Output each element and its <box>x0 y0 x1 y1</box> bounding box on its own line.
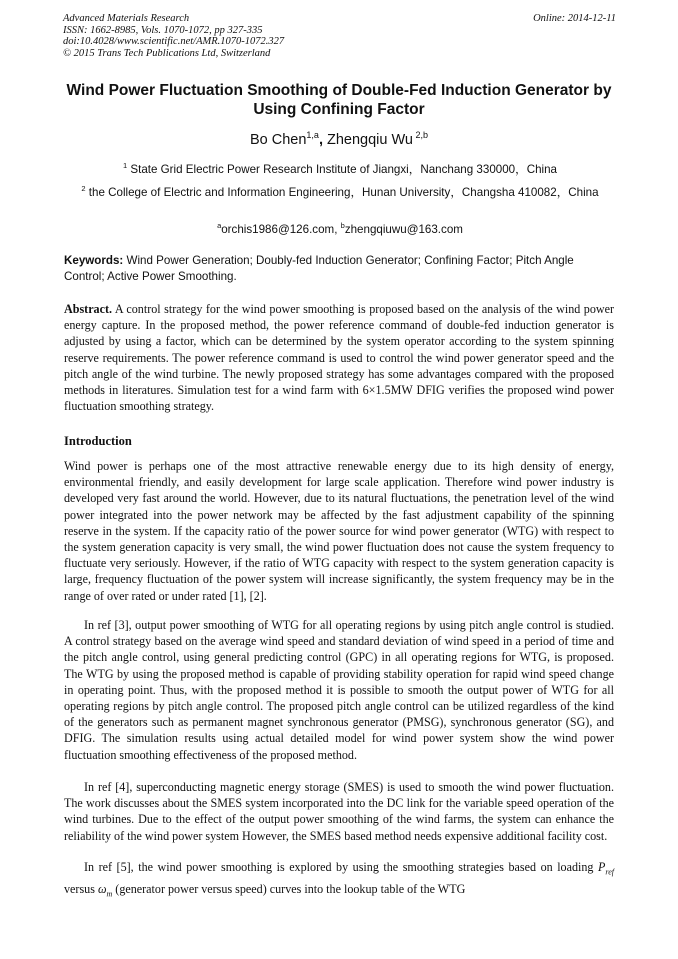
section-heading-introduction: Introduction <box>64 434 132 448</box>
email-a[interactable]: orchis1986@126.com, <box>221 222 341 236</box>
author-2: Zhengqiu Wu <box>327 131 413 148</box>
doi-line[interactable]: doi:10.4028/www.scientific.net/AMR.1070-1072.327 <box>63 36 285 48</box>
email-b-marker: b <box>340 221 345 230</box>
symbol-p: P <box>598 860 606 874</box>
symbol-omega: ω <box>97 881 107 896</box>
author-2-marker: 2,b <box>412 130 428 140</box>
email-line <box>62 218 618 238</box>
affiliation-1-marker: 1 <box>122 161 128 170</box>
journal-name: Advanced Materials Research <box>63 13 190 24</box>
intro-p4-text-c: (generator power versus speed) curves into the lookup table of the WTG <box>112 881 466 896</box>
affiliation-2-text: the College of Electric and Information Engineering，Hunan University，Changsha 410082，China <box>85 185 599 199</box>
paper-title: Wind Power Fluctuation Smoothing of Double-Fed Induction Generator by Using Confining Factor <box>66 82 612 118</box>
keywords-text: Wind Power Generation; Doubly-fed Induction Generator; Confining Factor; Pitch Angle Control; Active Power Smoothing. <box>64 254 574 283</box>
intro-paragraph-2: In ref [3], output power smoothing of WTG for all operating regions by using pitch angle control is studied. A control strategy based on the average wind speed and standard deviation of wind speed in a period of time and the pitch angle control, using general predicting control (GPC) in all operating regions for WTG, is proposed. The WTG by using the proposed method is capable of providing stability operation for rapid wind speed change in operating point. Thus, with the proposed method it is possible to smooth the output power of WTG for all operating regions by pitch angle control. The proposed pitch angle control can be utilized regardless of the kind of the generators such as permanent magnet synchronous generator (PMSG), synchronous generator (SG), and DFIG. The simulation results using actual detailed model for wind power system show the wind power fluctuation smoothing effectiveness of the proposed method. <box>64 618 614 762</box>
symbol-p-subscript: ref <box>605 867 614 877</box>
author-line <box>0 130 678 148</box>
intro-p4-text-a: In ref [5], the wind power smoothing is explored by using the smoothing strategies based on loading <box>84 860 599 874</box>
keywords <box>64 253 614 285</box>
online-date: Online: 2014-12-11 <box>533 13 616 24</box>
affiliation-1 <box>62 158 618 178</box>
copyright-line: © 2015 Trans Tech Publications Ltd, Switzerland <box>63 47 271 59</box>
author-1: Bo Chen <box>249 131 307 148</box>
symbol-omega-m <box>97 881 113 899</box>
email-a-marker: a <box>217 221 222 230</box>
intro-p4-text-b: versus <box>64 881 98 896</box>
author-1-marker: 1,a <box>306 130 319 140</box>
email-b[interactable]: zhengqiuwu@163.com <box>344 222 463 236</box>
affiliation-2-marker: 2 <box>81 184 86 193</box>
abstract-text: A control strategy for the wind power smoothing is proposed based on the analysis of the wind power energy capture. In the proposed method, the power reference command of double-fed induction generator is adjusted by using a factor, which can be determined by the system operator according to the system spinning reserve requirements. The power reference command is used to control the wind power generator speed and the pitch angle of the wind turbine. The newly proposed strategy has some advantages compared with the proposed methods in literatures. Simulation test for a wind farm with 6×1.5MW DFIG verifies the proposed wind power fluctuation smoothing strategy. <box>64 302 614 414</box>
intro-paragraph-4 <box>64 859 614 902</box>
affiliation-2 <box>62 181 618 201</box>
intro-paragraph-1: Wind power is perhaps one of the most attractive renewable energy due to its high density of energy, environmental friendly, and easily development for large scale application. Therefore wind power industry is developed very fast around the world. However, due to its natural fluctuations, the penetration level of the wind power integrated into the power network may be affected by the fast adjustment capability of the spinning reserve in the system. If the capacity ratio of the power source for wind power generator (WTG) with respect to the system generation capacity is very small, the wind power fluctuation does not cause the system frequency to fluctuate very seriously. However, if the ratio of WTG capacity with respect to the system generation capacity is large, frequency fluctuation of the power system will increase significantly, the system frequency may be in the range of over rated or under rated [1], [2]. <box>64 459 614 603</box>
journal-header <box>63 13 616 59</box>
abstract <box>64 301 614 414</box>
symbol-omega-subscript: m <box>106 889 113 899</box>
issn-line: ISSN: 1662-8985, Vols. 1070-1072, pp 327-335 <box>63 24 263 36</box>
keywords-label: Keywords: <box>64 254 124 267</box>
author-separator: , <box>318 131 327 148</box>
abstract-label: Abstract. <box>64 302 113 316</box>
affiliation-1-text: State Grid Electric Power Research Institute of Jiangxi，Nanchang 330000，China <box>127 162 557 176</box>
intro-paragraph-3: In ref [4], superconducting magnetic energy storage (SMES) is used to smooth the wind power fluctuation. The work discusses about the SMES system incorporated into the DC link for the variable speed operation of the wind turbines. Due to the effect of the output power smoothing of the wind farms, the system can enhance the reliability of the wind power system However, the SMES based method needs expensive additional facility cost. <box>64 780 614 843</box>
symbol-p-ref <box>598 860 614 877</box>
